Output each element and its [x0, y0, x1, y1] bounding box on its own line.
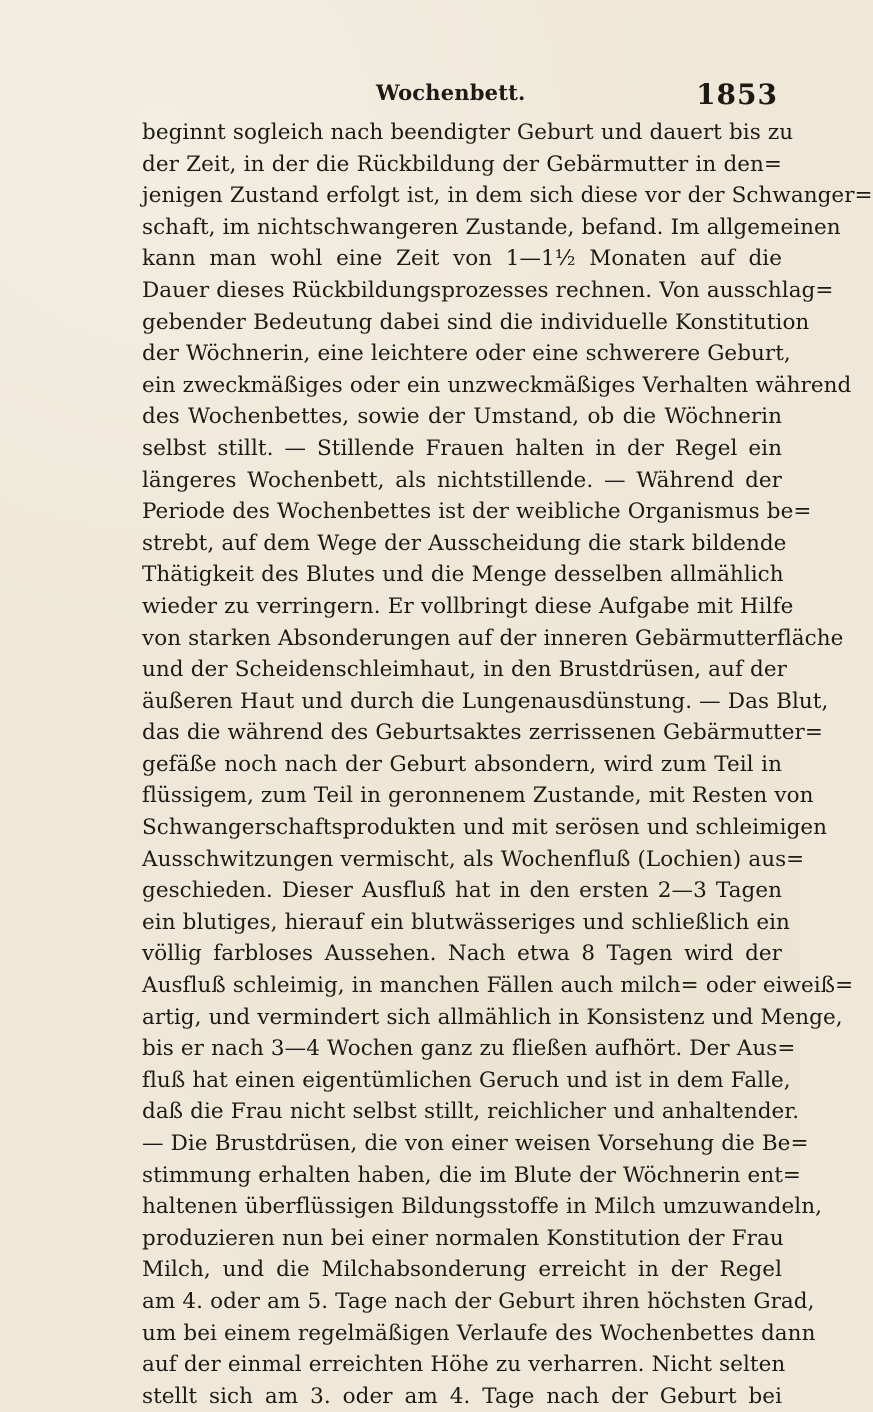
text-line: daß die Frau nicht selbst stillt, reichlicher und anhaltender. [142, 1099, 800, 1125]
text-line: der Wöchnerin, eine leichtere oder eine schwerere Geburt, [142, 341, 791, 367]
text-line: ein zweckmäßiges oder ein unzweckmäßiges Verhalten während [142, 372, 852, 398]
text-line: beginnt sogleich nach beendigter Geburt und dauert bis zu [142, 120, 794, 145]
text-line: haltenen überflüssigen Bildungsstoffe in Milch umzuwandeln, [142, 1194, 822, 1220]
text-line: längeres Wochenbett, als nichtstillende. — Während der [142, 467, 782, 493]
text-line: geschieden. Dieser Ausfluß hat in den ersten 2—3 Tagen [142, 878, 782, 904]
text-line: am 4. oder am 5. Tage nach der Geburt ihren höchsten Grad, [142, 1288, 815, 1314]
text-line: flüssigem, zum Teil in geronnenem Zustande, mit Resten von [142, 783, 814, 809]
text-line: fluß hat einen eigentümlichen Geruch und ist in dem Falle, [142, 1067, 791, 1093]
text-line: der Zeit, in der die Rückbildung der Gebärmutter in den= [142, 151, 782, 177]
text-line: gefäße noch nach der Geburt absondern, wird zum Teil in [142, 751, 782, 777]
text-line: Thätigkeit des Blutes und die Menge desselben allmählich [142, 562, 784, 588]
text-line: Dauer dieses Rückbildungsprozesses rechnen. Von ausschlag= [142, 277, 834, 303]
text-line: selbst stillt. — Stillende Frauen halten in der Regel ein [142, 435, 782, 461]
text-line: Schwangerschaftsprodukten und mit serösen und schleimigen [142, 815, 828, 841]
text-line: bis er nach 3—4 Wochen ganz zu fließen aufhört. Der Aus= [142, 1036, 796, 1062]
text-line: strebt, auf dem Wege der Ausscheidung die stark bildende [142, 530, 787, 556]
text-line: — Die Brustdrüsen, die von einer weisen Vorsehung die Be= [142, 1131, 809, 1156]
body-text [142, 117, 873, 1412]
text-line: des Wochenbettes, sowie der Umstand, ob die Wöchnerin [142, 404, 782, 430]
text-line: Ausfluß schleimig, in manchen Fällen auch milch= oder eiweiß= [142, 973, 854, 999]
text-line: völlig farbloses Aussehen. Nach etwa 8 Tagen wird der [142, 941, 782, 967]
text-line: stimmung erhalten haben, die im Blute der Wöchnerin ent= [142, 1162, 801, 1188]
text-line: Ausschwitzungen vermischt, als Wochenfluß (Lochien) aus= [142, 846, 805, 872]
text-line: produzieren nun bei einer normalen Konstitution der Frau [142, 1225, 784, 1251]
text-line: äußeren Haut und durch die Lungenausdünstung. — Das Blut, [142, 688, 829, 714]
text-line: ein blutiges, hierauf ein blutwässeriges und schließlich ein [142, 909, 790, 935]
page-number: 1853 [696, 78, 778, 111]
text-line: stellt sich am 3. oder am 4. Tage nach der Geburt bei [142, 1383, 782, 1409]
text-line: jenigen Zustand erfolgt ist, in dem sich diese vor der Schwanger= [142, 183, 873, 209]
text-line: um bei einem regelmäßigen Verlaufe des Wochenbettes dann [142, 1320, 816, 1346]
text-line: schaft, im nichtschwangeren Zustande, befand. Im allgemeinen [142, 214, 841, 240]
text-line: Periode des Wochenbettes ist der weibliche Organismus be= [142, 499, 812, 525]
text-line: und der Scheidenschleimhaut, in den Brustdrüsen, auf der [142, 657, 787, 683]
text-line: kann man wohl eine Zeit von 1—1½ Monaten auf die [142, 246, 782, 272]
text-line: artig, und vermindert sich allmählich in Konsistenz und Menge, [142, 1004, 843, 1030]
text-line: das die während des Geburtsaktes zerrissenen Gebärmutter= [142, 720, 823, 746]
text-line: Milch, und die Milchabsonderung erreicht in der Regel [142, 1257, 782, 1283]
text-line: auf der einmal erreichten Höhe zu verharren. Nicht selten [142, 1352, 786, 1378]
text-line: gebender Bedeutung dabei sind die individuelle Konstitution [142, 309, 810, 335]
text-line: wieder zu verringern. Er vollbringt diese Aufgabe mit Hilfe [142, 593, 794, 619]
text-line: von starken Absonderungen auf der inneren Gebärmutterfläche [142, 625, 844, 651]
running-head: Wochenbett. [376, 80, 526, 105]
page-header [142, 78, 778, 112]
